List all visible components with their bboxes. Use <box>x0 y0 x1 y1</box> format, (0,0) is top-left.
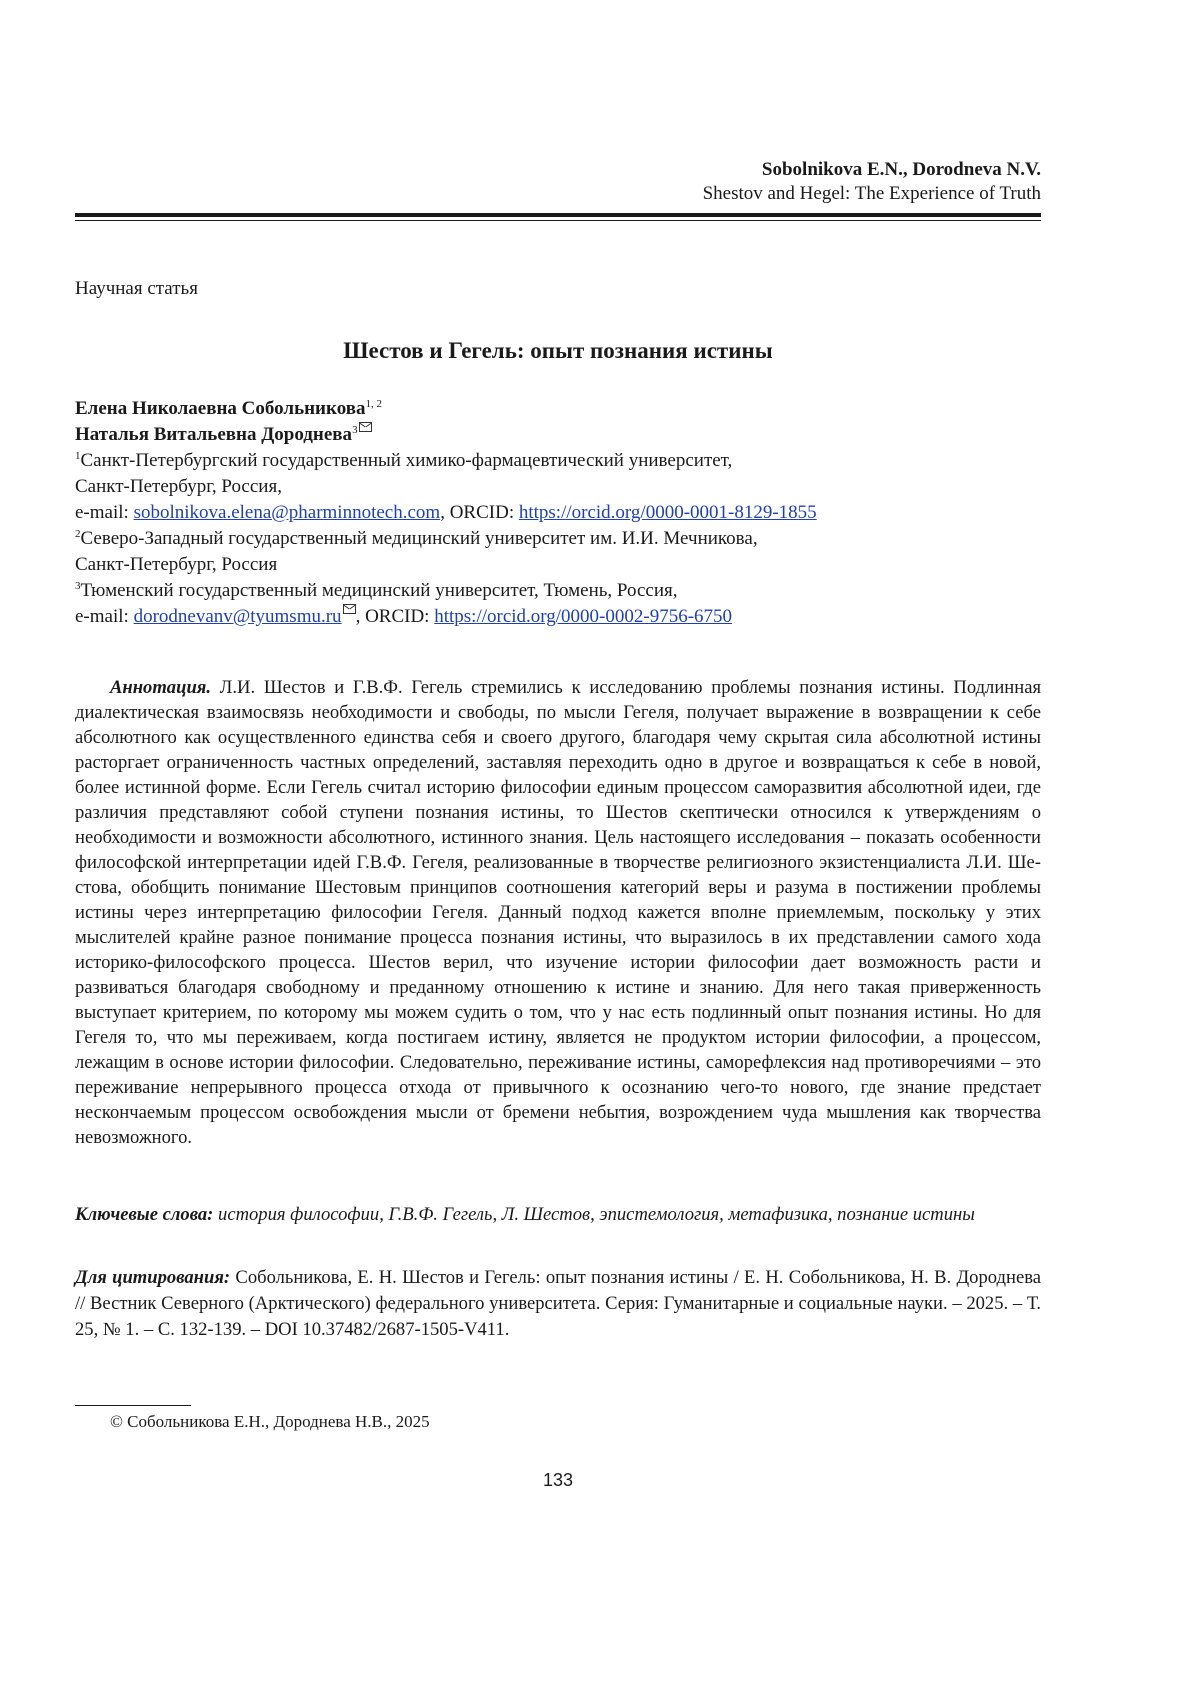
orcid-link-2[interactable]: https://orcid.org/0000-0002-9756-6750 <box>434 606 732 627</box>
footnote-rule <box>75 1405 191 1406</box>
header-rule-thin <box>75 220 1041 221</box>
author-2-name: Наталья Витальевна Дороднева <box>75 424 352 445</box>
envelope-icon <box>359 422 372 432</box>
affiliation-1-city: Санкт-Петербург, Россия, <box>75 474 1041 500</box>
affiliation-1-line1: Санкт-Петербургский государственный химико-фармацевтический университет, <box>81 450 733 471</box>
affiliation-2-num: 2 <box>75 528 81 540</box>
affiliation-1-num: 1 <box>75 450 81 462</box>
citation-text: Собольникова, Е. Н. Шестов и Гегель: опыт познания истины / Е. Н. Собольникова, Н. В. Дороднева // Вестник Северного (Арктического) федерального университета. Серия: Гуманитарные и социальные науки. – 2025. – Т. 25, № 1. – С. 132-139. – DOI 10.37482/2687-1505-V411. <box>75 1267 1041 1340</box>
affiliation-3 <box>75 578 1041 604</box>
running-head-authors: Sobolnikova E.N., Dorodneva N.V. <box>703 158 1041 182</box>
keywords <box>75 1203 1041 1227</box>
email-link-2[interactable]: dorodnevanv@tyumsmu.ru <box>134 606 342 627</box>
keywords-text: история философии, Г.В.Ф. Гегель, Л. Шестов, эпистемология, метафизика, познание истины <box>213 1204 974 1225</box>
orcid-label: , ORCID: <box>440 502 519 523</box>
article-title: Шестов и Гегель: опыт познания истины <box>75 338 1041 364</box>
contact-line-1 <box>75 500 1041 526</box>
keywords-label: Ключевые слова: <box>75 1204 213 1225</box>
affiliation-1 <box>75 448 1041 474</box>
author-2 <box>75 422 1041 448</box>
author-1-sup: 1, 2 <box>366 398 383 410</box>
page-number: 133 <box>75 1470 1041 1491</box>
abstract-label: Аннотация. <box>110 677 211 698</box>
email-link-1[interactable]: sobolnikova.elena@pharminnotech.com <box>134 502 441 523</box>
copyright-footnote: © Собольникова Е.Н., Дороднева Н.В., 2025 <box>110 1412 430 1432</box>
article-type: Научная статья <box>75 278 198 300</box>
email-label-2: e-mail: <box>75 606 134 627</box>
abstract <box>75 675 1041 1150</box>
citation <box>75 1265 1041 1343</box>
running-head-title: Shestov and Hegel: The Experience of Truth <box>703 182 1041 206</box>
citation-label: Для цитирования: <box>75 1267 230 1288</box>
author-1-name: Елена Николаевна Собольникова <box>75 398 366 419</box>
header-rule-thick <box>75 213 1041 217</box>
orcid-label-2: , ORCID: <box>356 606 435 627</box>
abstract-text: Л.И. Шестов и Г.В.Ф. Гегель стремились к исследованию проблемы познания истины. Подлинная диалектическая взаимосвязь необходимости и свободы, по мысли Гегеля, получает выраже­ние в возвращении к себе абсолютного как осуществленного единства себя и своего другого, благодаря чему скрытая сила абсолютной истины расторгает ограниченность частных определений, заставляя пере­ходить одно в другое и возвращаться к себе в новой, более истинной форме. Если Гегель считал историю философии единым процессом саморазвития абсолютной идеи, где различия представляют собой ступени познания истины, то Шестов скептически относился к утверждениям о необходимости и возможности абсолютного, истинного знания. Цель настоящего исследования – показать особенности философской ин­терпретации идей Г.В.Ф. Гегеля, реализованные в творчестве религиозного экзистенциалиста Л.И. Ше­стова, обобщить понимание Шестовым принципов соотношения категорий веры и разума в постижении проблемы истины через интерпретацию философии Гегеля. Данный подход кажется вполне приемлемым, поскольку у этих мыслителей крайне разное понимание процесса познания истины, что выразилось в их представлении самого хода историко-философского процесса. Шестов верил, что изучение истории фило­софии дает возможность расти и развиваться благодаря свободному и преданному отношению к истине и знанию. Для него такая приверженность выступает критерием, по которому мы можем судить о том, что у нас есть подлинный опыт познания истины. Но для Гегеля то, что мы переживаем, когда постигаем истину, является не продуктом истории философии, а процессом, лежащим в основе истории философии. Следо­вательно, переживание истины, саморефлексия над противоречиями – это переживание непрерывного про­цесса отхода от привычного к осознанию чего-то нового, где знание предстает нескончаемым процессом освобождения мысли от бремени небытия, возрождением чуда мышления как творчества невозможного. <box>75 677 1041 1148</box>
email-label: e-mail: <box>75 502 134 523</box>
orcid-link-1[interactable]: https://orcid.org/0000-0001-8129-1855 <box>519 502 817 523</box>
author-2-sup: 3 <box>352 424 358 436</box>
authors-affiliations <box>75 396 1041 630</box>
affiliation-2-city: Санкт-Петербург, Россия <box>75 552 1041 578</box>
affiliation-3-num: 3 <box>75 580 81 592</box>
envelope-icon <box>343 604 356 614</box>
author-1 <box>75 396 1041 422</box>
affiliation-2-line1: Северо-Западный государственный медицинский университет им. И.И. Мечникова, <box>81 528 758 549</box>
affiliation-3-line1: Тюменский государственный медицинский университет, Тюмень, Россия, <box>81 580 678 601</box>
running-head <box>703 158 1041 206</box>
contact-line-2 <box>75 604 1041 630</box>
affiliation-2 <box>75 526 1041 552</box>
